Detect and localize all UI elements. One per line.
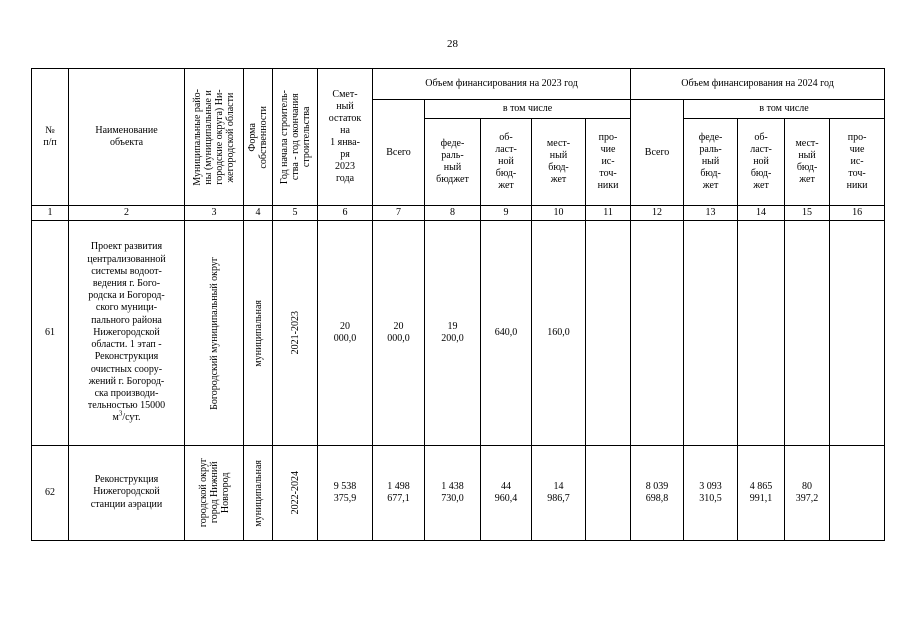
object-name: Реконструкция Нижегородской станции аэрации: [69, 446, 185, 541]
regional-2023-value: 44 960,4: [481, 446, 532, 541]
years-cell: [273, 221, 318, 446]
object-name: [69, 221, 185, 446]
column-number: 13: [684, 206, 738, 221]
header-local-2024: мест- ный бюд- жет: [785, 119, 830, 206]
column-number-row: [32, 206, 885, 221]
column-number: 6: [318, 206, 373, 221]
header-including-2023: в том числе: [425, 100, 631, 119]
header-other-2023: про- чие ис- точ- ники: [586, 119, 631, 206]
table-row: [32, 221, 885, 446]
other-2024-value: [830, 221, 885, 446]
total-2024-value: [631, 221, 684, 446]
column-number: 10: [532, 206, 586, 221]
other-2023-value: [586, 446, 631, 541]
regional-2024-value: 4 865 991,1: [738, 446, 785, 541]
header-name: Наименование объекта: [69, 69, 185, 206]
column-number: 7: [373, 206, 425, 221]
estimate-value: 9 538 375,9: [318, 446, 373, 541]
ownership-cell: [244, 221, 273, 446]
municipality-text: Богородский муниципальный округ: [208, 256, 220, 410]
column-number: 14: [738, 206, 785, 221]
page-number: 28: [447, 38, 458, 50]
municipality-text: городской округ город Нижний Новгород: [197, 458, 231, 528]
column-number: 5: [273, 206, 318, 221]
header-municipality: [185, 69, 244, 206]
total-2024-value: 8 039 698,8: [631, 446, 684, 541]
ownership-text: муниципальная: [252, 299, 264, 367]
column-number: 8: [425, 206, 481, 221]
other-2023-value: [586, 221, 631, 446]
column-number: 1: [32, 206, 69, 221]
header-municipality-text: Муниципальные райо- ны (муниципальные и городские округа) Ни- жегородской области: [192, 88, 236, 186]
ownership-text: муниципальная: [252, 459, 264, 527]
header-years: [273, 69, 318, 206]
local-2024-value: 80 397,2: [785, 446, 830, 541]
object-name-tail: /сут.: [122, 412, 141, 424]
header-fin-2024: Объем финансирования на 2024 год: [631, 69, 885, 100]
financing-table: [31, 68, 885, 541]
column-number: 15: [785, 206, 830, 221]
federal-2024-value: [684, 221, 738, 446]
header-estimate: Смет- ный остаток на 1 янва- ря 2023 года: [318, 69, 373, 206]
municipality-cell: [185, 221, 244, 446]
header-fin-2023: Объем финансирования на 2023 год: [373, 69, 631, 100]
total-2023-value: 20 000,0: [373, 221, 425, 446]
years-text: 2022-2024: [289, 471, 301, 515]
header-years-text: Год начала строитель- ства - год окончания строительства: [278, 89, 312, 185]
column-number: 3: [185, 206, 244, 221]
header-total-2024: Всего: [631, 100, 684, 206]
header-local-2023: мест- ный бюд- жет: [532, 119, 586, 206]
regional-2023-value: 640,0: [481, 221, 532, 446]
regional-2024-value: [738, 221, 785, 446]
header-federal-2024: феде- раль- ный бюд- жет: [684, 119, 738, 206]
local-2023-value: 14 986,7: [532, 446, 586, 541]
column-number: 2: [69, 206, 185, 221]
header-ownership: [244, 69, 273, 206]
row-num: 62: [32, 446, 69, 541]
header-num: № п/п: [32, 69, 69, 206]
header-regional-2024: об- ласт- ной бюд- жет: [738, 119, 785, 206]
federal-2023-value: 1 438 730,0: [425, 446, 481, 541]
column-number: 12: [631, 206, 684, 221]
header-ownership-text: Форма собственности: [247, 105, 269, 169]
header-federal-2023: феде- раль- ный бюджет: [425, 119, 481, 206]
federal-2023-value: 19 200,0: [425, 221, 481, 446]
object-name-superscript: 3: [118, 409, 123, 418]
header-including-2024: в том числе: [684, 100, 885, 119]
column-number: 9: [481, 206, 532, 221]
years-cell: [273, 446, 318, 541]
other-2024-value: [830, 446, 885, 541]
header-other-2024: про- чие ис- точ- ники: [830, 119, 885, 206]
table-row: [32, 446, 885, 541]
federal-2024-value: 3 093 310,5: [684, 446, 738, 541]
municipality-cell: [185, 446, 244, 541]
object-name-text: Проект развития централизованной системы водоот- ведения г. Бого- родска и Богород- ского муници- пального района Нижегородской области. 1 этап - Реконструкция очистных соору- жений г. Богород- ска производи- тельностью 15000 м: [87, 241, 166, 424]
header-regional-2023: об- ласт- ной бюд- жет: [481, 119, 532, 206]
ownership-cell: [244, 446, 273, 541]
column-number: 4: [244, 206, 273, 221]
years-text: 2021-2023: [289, 311, 301, 355]
header-total-2023: Всего: [373, 100, 425, 206]
local-2023-value: 160,0: [532, 221, 586, 446]
column-number: 16: [830, 206, 885, 221]
row-num: 61: [32, 221, 69, 446]
total-2023-value: 1 498 677,1: [373, 446, 425, 541]
estimate-value: 20 000,0: [318, 221, 373, 446]
local-2024-value: [785, 221, 830, 446]
column-number: 11: [586, 206, 631, 221]
